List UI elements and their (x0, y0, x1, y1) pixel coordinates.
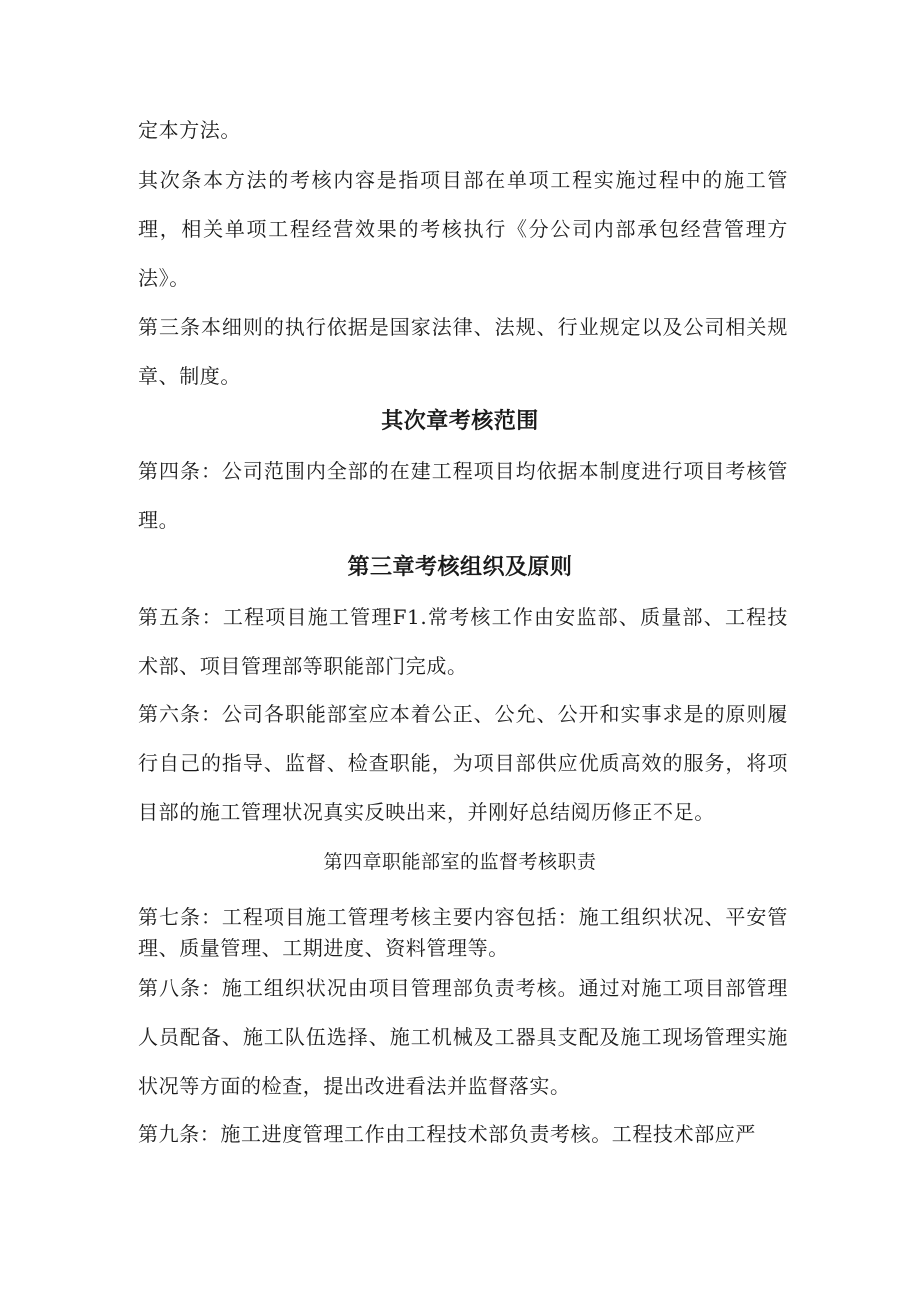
paragraph-article-6: 第六条：公司各职能部室应本着公正、公允、公开和实事求是的原则履行自己的指导、监督、检查职能，为项目部供应优质高效的服务，将项目部的施工管理状况真实反映出来，并刚好总结阅历修正不足。 (138, 702, 788, 824)
paragraph-article-3: 第三条本细则的执行依据是国家法律、法规、行业规定以及公司相关规章、制度。 (138, 315, 788, 388)
paragraph-article-8: 第八条：施工组织状况由项目管理部负责考核。通过对施工项目部管理人员配备、施工队伍选择、施工机械及工器具支配及施工现场管理实施状况等方面的检查，提出改进看法并监督落实。 (138, 976, 788, 1098)
paragraph-article-4: 第四条：公司范围内全部的在建工程项目均依据本制度进行项目考核管理。 (138, 459, 788, 532)
heading-chapter-2: 其次章考核范围 (381, 409, 539, 434)
heading-chapter-3: 第三章考核组织及原则 (347, 555, 573, 580)
paragraph-method-end: 定本方法。 (138, 118, 241, 142)
paragraph-article-5: 第五条：工程项目施工管理F1.常考核工作由安监部、质量部、工程技术部、项目管理部等职能部门完成。 (138, 605, 788, 678)
heading-chapter-4: 第四章职能部室的监督考核职责 (323, 851, 597, 873)
paragraph-article-2: 其次条本方法的考核内容是指项目部在单项工程实施过程中的施工管理，相关单项工程经营效果的考核执行《分公司内部承包经营管理方法》。 (138, 168, 788, 290)
paragraph-article-9: 第九条：施工进度管理工作由工程技术部负责考核。工程技术部应严 (138, 1122, 756, 1146)
paragraph-article-7: 第七条：工程项目施工管理考核主要内容包括：施工组织状况、平安管理、质量管理、工期进度、资料管理等。 (138, 905, 788, 960)
